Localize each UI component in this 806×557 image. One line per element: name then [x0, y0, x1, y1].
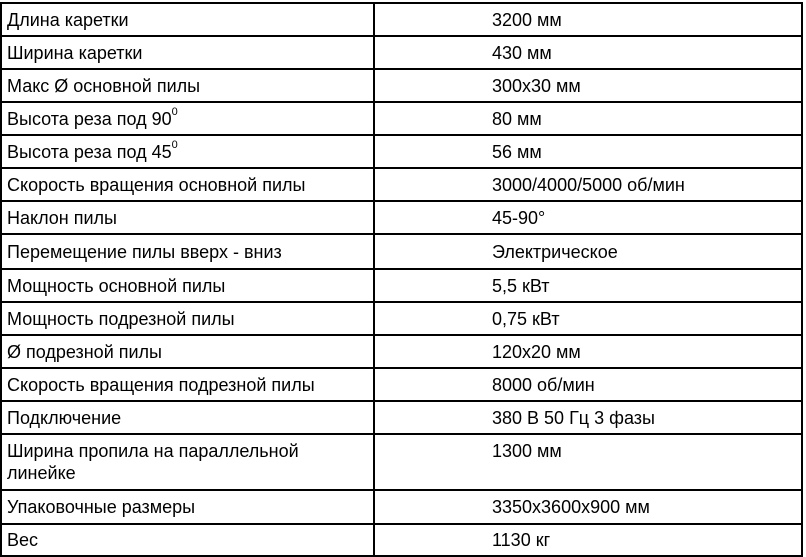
value-cell: 0,75 кВт: [374, 302, 802, 335]
degree-superscript: 0: [171, 105, 178, 118]
value-cell: 5,5 кВт: [374, 269, 802, 302]
value-cell: 300x30 мм: [374, 69, 802, 102]
table-row: [1, 3, 802, 36]
value-cell: 1130 кг: [374, 524, 802, 556]
table-row: [1, 401, 802, 434]
specifications-table: [0, 2, 803, 557]
value-cell: 8000 об/мин: [374, 368, 802, 401]
value-cell: 56 мм: [374, 135, 802, 168]
table-row: [1, 434, 802, 490]
param-cell: Макс Ø основной пилы: [1, 69, 374, 102]
table-row: [1, 490, 802, 524]
param-cell: [1, 102, 374, 135]
value-cell: 3000/4000/5000 об/мин: [374, 168, 802, 201]
param-cell: Ширина каретки: [1, 36, 374, 69]
param-text: Высота реза под 45: [7, 141, 172, 162]
param-cell: Перемещение пилы вверх - вниз: [1, 234, 374, 269]
table-row: [1, 102, 802, 135]
param-cell: Подключение: [1, 401, 374, 434]
value-cell: 1300 мм: [374, 434, 802, 490]
table-row: [1, 234, 802, 269]
param-cell: Ø подрезной пилы: [1, 335, 374, 368]
table-row: [1, 135, 802, 168]
param-cell: Скорость вращения основной пилы: [1, 168, 374, 201]
param-cell: Мощность основной пилы: [1, 269, 374, 302]
value-cell: 45-90°: [374, 201, 802, 234]
table-row: [1, 69, 802, 102]
value-cell: 3350x3600x900 мм: [374, 490, 802, 524]
param-cell: Вес: [1, 524, 374, 556]
value-cell: 80 мм: [374, 102, 802, 135]
table-row: [1, 302, 802, 335]
param-cell: Скорость вращения подрезной пилы: [1, 368, 374, 401]
param-text: Высота реза под 90: [7, 108, 172, 129]
value-cell: 120x20 мм: [374, 335, 802, 368]
param-cell: Ширина пропила на параллельной линейке: [1, 434, 374, 490]
value-cell: 3200 мм: [374, 3, 802, 36]
table-row: [1, 269, 802, 302]
degree-superscript: 0: [171, 138, 178, 151]
table-row: [1, 335, 802, 368]
value-cell: Электрическое: [374, 234, 802, 269]
table-row: [1, 368, 802, 401]
table-row: [1, 168, 802, 201]
table-row: [1, 201, 802, 234]
param-cell: Упаковочные размеры: [1, 490, 374, 524]
table-row: [1, 524, 802, 556]
value-cell: 430 мм: [374, 36, 802, 69]
param-cell: Наклон пилы: [1, 201, 374, 234]
value-cell: 380 В 50 Гц 3 фазы: [374, 401, 802, 434]
param-cell: Мощность подрезной пилы: [1, 302, 374, 335]
table-row: [1, 36, 802, 69]
param-cell: Длина каретки: [1, 3, 374, 36]
param-cell: [1, 135, 374, 168]
